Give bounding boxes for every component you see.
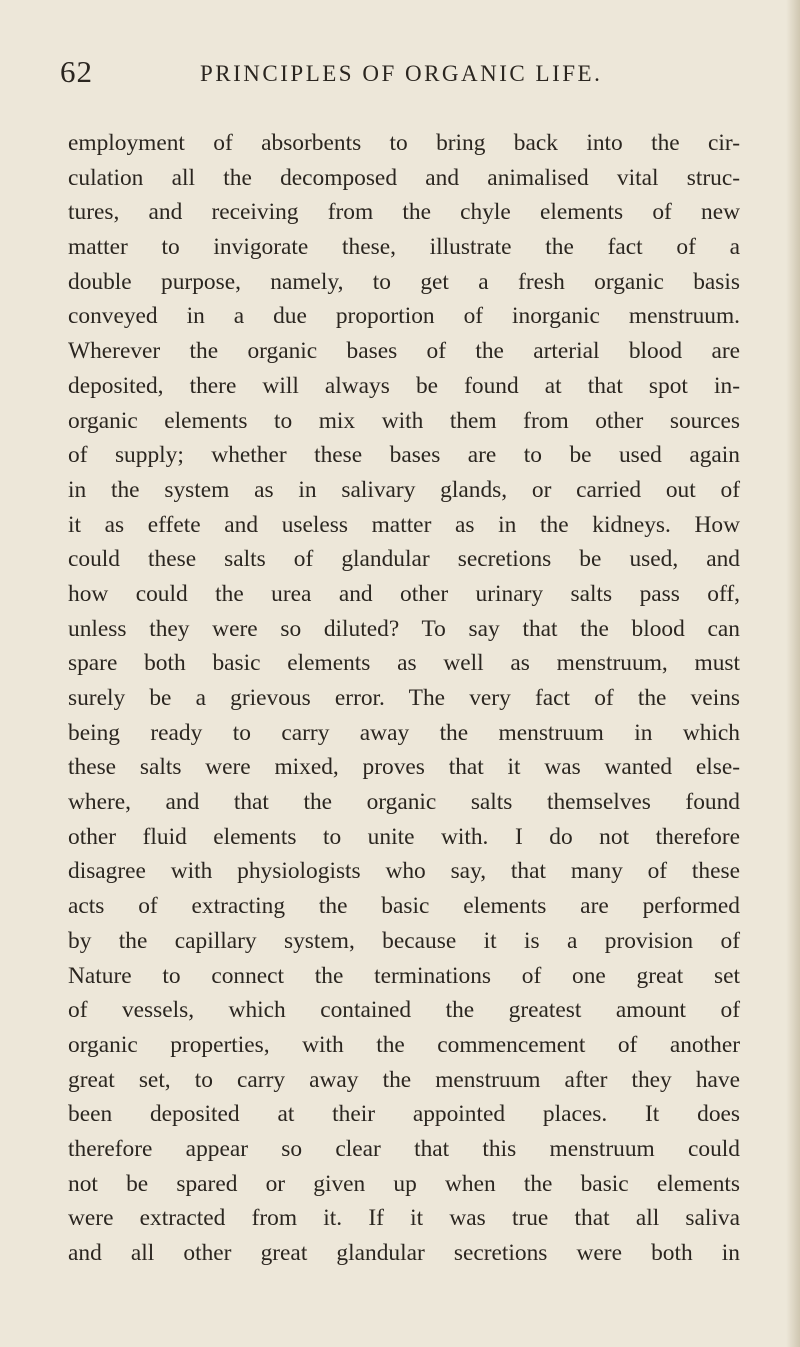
text-line: disagree with physiologists who say, that many of these [68, 858, 740, 885]
body-text [68, 126, 740, 1271]
text-line: could these salts of glandular secretions be used, and [68, 546, 740, 573]
page-edge-shadow [786, 0, 800, 1347]
text-line: been deposited at their appointed places. It does [68, 1101, 740, 1128]
text-line: were extracted from it. If it was true that all saliva [68, 1205, 740, 1232]
text-line: acts of extracting the basic elements are performed [68, 893, 740, 920]
text-line: organic elements to mix with them from other sources [68, 407, 740, 434]
text-line: double purpose, namely, to get a fresh organic basis [68, 268, 740, 295]
text-line: other fluid elements to unite with. I do not therefore [68, 823, 740, 850]
text-line: not be spared or given up when the basic elements [68, 1170, 740, 1197]
text-line: conveyed in a due proportion of inorganic menstruum. [68, 303, 740, 330]
text-line: Wherever the organic bases of the arterial blood are [68, 338, 740, 365]
text-line: matter to invigorate these, illustrate the fact of a [68, 234, 740, 261]
text-line: employment of absorbents to bring back into the cir- [68, 130, 740, 156]
text-line: being ready to carry away the menstruum in which [68, 719, 740, 746]
text-line: surely be a grievous error. The very fact of the veins [68, 685, 740, 711]
text-line: therefore appear so clear that this menstruum could [68, 1135, 740, 1162]
text-line: culation all the decomposed and animalised vital struc- [68, 164, 740, 191]
text-line: and all other great glandular secretions were both in [68, 1240, 740, 1266]
text-line: organic properties, with the commencement of another [68, 1031, 740, 1058]
text-line: deposited, there will always be found at that spot in- [68, 372, 740, 399]
text-line: unless they were so diluted? To say that the blood can [68, 615, 740, 642]
text-line: spare both basic elements as well as menstruum, must [68, 650, 740, 677]
text-line: tures, and receiving from the chyle elements of new [68, 199, 740, 226]
text-line: by the capillary system, because it is a provision of [68, 927, 740, 954]
text-line: how could the urea and other urinary salts pass off, [68, 580, 740, 607]
text-line: these salts were mixed, proves that it was wanted else- [68, 754, 740, 781]
text-line: in the system as in salivary glands, or carried out of [68, 476, 740, 503]
page-header [60, 52, 756, 92]
text-line: of supply; whether these bases are to be used again [68, 442, 740, 469]
text-line: it as effete and useless matter as in the kidneys. How [68, 511, 740, 538]
page-number: 62 [60, 54, 93, 89]
text-line: Nature to connect the terminations of one great set [68, 962, 740, 989]
text-line: where, and that the organic salts themselves found [68, 789, 740, 816]
text-line: great set, to carry away the menstruum after they have [68, 1066, 740, 1093]
text-line: of vessels, which contained the greatest amount of [68, 997, 740, 1024]
running-head: PRINCIPLES OF ORGANIC LIFE. [200, 61, 603, 86]
